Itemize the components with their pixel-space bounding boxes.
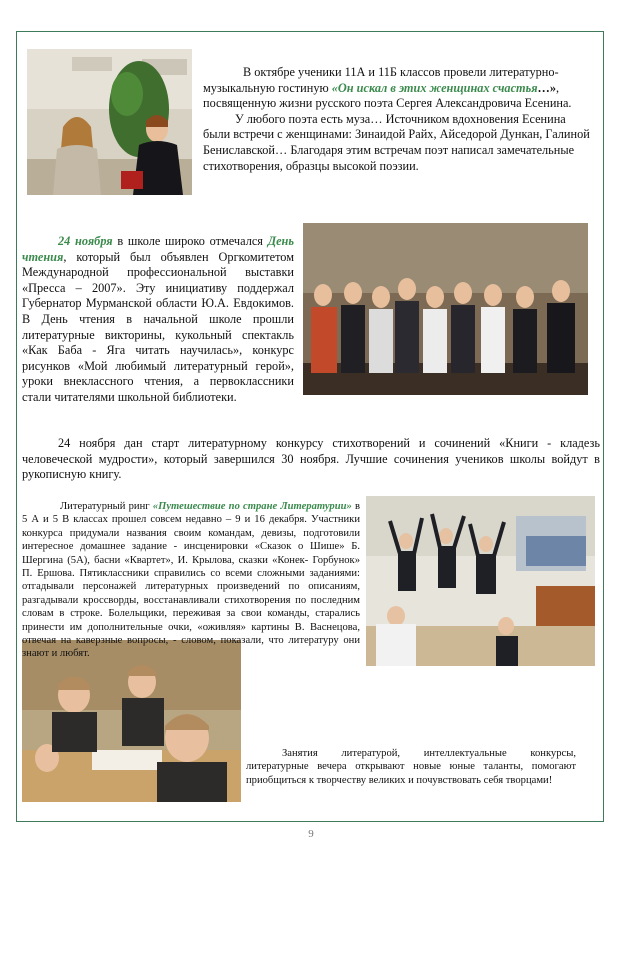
section-contest-text: [22, 436, 600, 483]
esenin-title-ellipsis: …»: [537, 80, 556, 95]
section-literary-ring-text: [22, 500, 597, 972]
reading-day-text-b: , который был объявлен Оргкомитетом Международной профессиональной выставки «Пресса – 2007». Эту инициативу поддержал Губернатор Мурманской области Ю.А. Евдокимов. В День чтения в начальной школе прошли литературные викторины, кукольный спектакль «Как Баба - Яга читать научилась», конкурс рисунков «Мой любимый литературный герой», уроки внеклассного чтения, а первоклассники стали читателями школьной библиотеки.: [22, 249, 294, 404]
ring-text-a: Литературный ринг: [60, 501, 153, 512]
esenin-intro-end: , посвященную жизни русского поэта Сергея Александровича Есенина.: [203, 80, 572, 111]
esenin-muse-paragraph: У любого поэта есть муза… Источником вдохновения Есенина были встречи с женщинами: Зинаидой Райх, Айседорой Дункан, Галиной Бениславской… Благодаря этим встречам поэт написал замечательные стихотворения, образцы высокой поэзии.: [203, 111, 590, 173]
photo-esenin-evening: [27, 49, 192, 195]
reading-day-date: 24 ноября: [58, 234, 113, 248]
closing-paragraph: Занятия литературой, интеллектуальные конкурсы, литературные вечера открывают новые юные таланты, помогают приобщиться к творчеству великих и почувствовать себя творцами!: [246, 748, 576, 786]
contest-paragraph: 24 ноября дан старт литературному конкурсу стихотворений и сочинений «Книги - кладезь человеческой мудрости», который завершился 30 ноября. Лучшие сочинения учеников школы войдут в рукописную книгу.: [22, 436, 600, 482]
section-reading-day-text: [22, 234, 294, 406]
reading-day-name: День чтения: [22, 234, 294, 264]
section-esenin-text: [203, 65, 595, 174]
esenin-event-title: «Он искал в этих женщинах счастья: [331, 80, 538, 95]
photo-reading-day-group: [303, 223, 588, 395]
ring-title: «Путешествие по стране Литературии»: [152, 501, 352, 512]
reading-day-text-a: в школе широко отмечался: [112, 234, 268, 248]
float-spacer-right: [360, 500, 597, 670]
page-number: 9: [308, 828, 314, 840]
closing-text: [246, 747, 576, 787]
ring-text-b: в 5 А и 5 В классах прошел совсем недавно – 9 и 16 декабря. Участники конкурса придумали названия своим командам, девизы, подготовили интересное домашнее задание - инсценировки «Сказок о Шише» Б. Шергина (5А), басни «Квартет», И. Крылова, сказки «Конек- Горбунок» П. Ершова. Пятиклассники справились со всеми сложными заданиями: отгадывали персонажей литературных произведений по описаниям, разгадывали кроссворды, восстанавливали стихотворения по последним словам в строке. Болельщики, переживая за свои команды, старались принести им дополнительные очки, «оживляя» картины В. Васнецова, отвечая на каверзные вопросы, - словом, показали, что литературу они знают и любят.: [22, 501, 360, 660]
esenin-intro-text: В октябре ученики 11А и 11Б классов провели литературно-музыкальную гостиную: [203, 65, 559, 95]
